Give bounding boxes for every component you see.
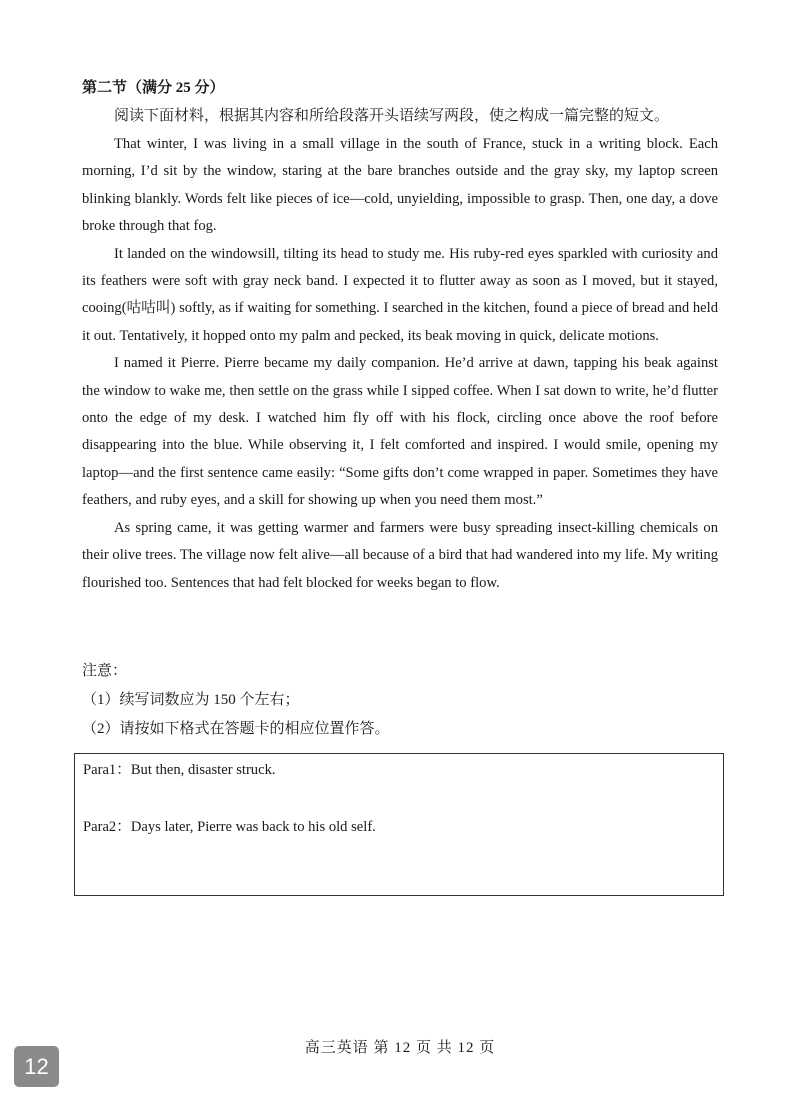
- passage-paragraph: I named it Pierre. Pierre became my daily companion. He’d arrive at dawn, tapping his beak against the window to wake me, then settle on the grass while I sipped coffee. When I sat down to write, he’d flutter onto the edge of my desk. I watched him fly off with his flock, circling once above the roof before disappearing into the blue. While observing it, I felt comforted and inspired. I would smile, opening my laptop—and the first sentence came easily: “Some gifts don’t come wrapped in paper. Sometimes they have feathers, and ruby eyes, and a skill for showing up when you need them most.”: [82, 355, 718, 509]
- reading-passage: [82, 131, 718, 597]
- passage-paragraph: As spring came, it was getting warmer and farmers were busy spreading insect-killing chemicals on their olive trees. The village now felt alive—all because of a bird that had wandered into my life. My writing flourished too. Sentences that had felt blocked for weeks began to flow.: [82, 519, 718, 591]
- answer-format-box: [74, 753, 724, 896]
- para2-prompt: Para2：Days later, Pierre was back to his old self.: [83, 819, 376, 835]
- note-item-2: （2）请按如下格式在答题卡的相应位置作答。: [82, 721, 390, 737]
- page-number-badge[interactable]: 12: [14, 1046, 59, 1087]
- passage-paragraph: That winter, I was living in a small village in the south of France, stuck in a writing block. Each morning, I’d sit by the window, staring at the bare branches outside and the gray sky, my laptop screen blinking blankly. Words felt like pieces of ice—cold, unyielding, impossible to grasp. Then, one day, a dove broke through that fog.: [82, 136, 718, 235]
- note-item-1: （1）续写词数应为 150 个左右；: [82, 692, 300, 708]
- notes-heading: 注意：: [82, 663, 128, 679]
- passage-paragraph: It landed on the windowsill, tilting its head to study me. His ruby-red eyes sparkled with curiosity and its feathers were soft with gray neck band. I expected it to flutter away as soon as I moved, but it stayed, cooing(咕咕叫) softly, as if waiting for something. I searched in the kitchen, found a piece of bread and held it out. Tentatively, it hopped onto my palm and pecked, its beak moving in quick, delicate motions.: [82, 245, 718, 344]
- para1-prompt: Para1：But then, disaster struck.: [83, 762, 276, 778]
- section-instruction: 阅读下面材料，根据其内容和所给段落开头语续写两段，使之构成一篇完整的短文。: [114, 108, 670, 124]
- section-title: 第二节（满分 25 分）: [82, 80, 225, 96]
- notes-section: [82, 657, 722, 744]
- page-footer: 高三英语 第 12 页 共 12 页: [304, 1040, 496, 1056]
